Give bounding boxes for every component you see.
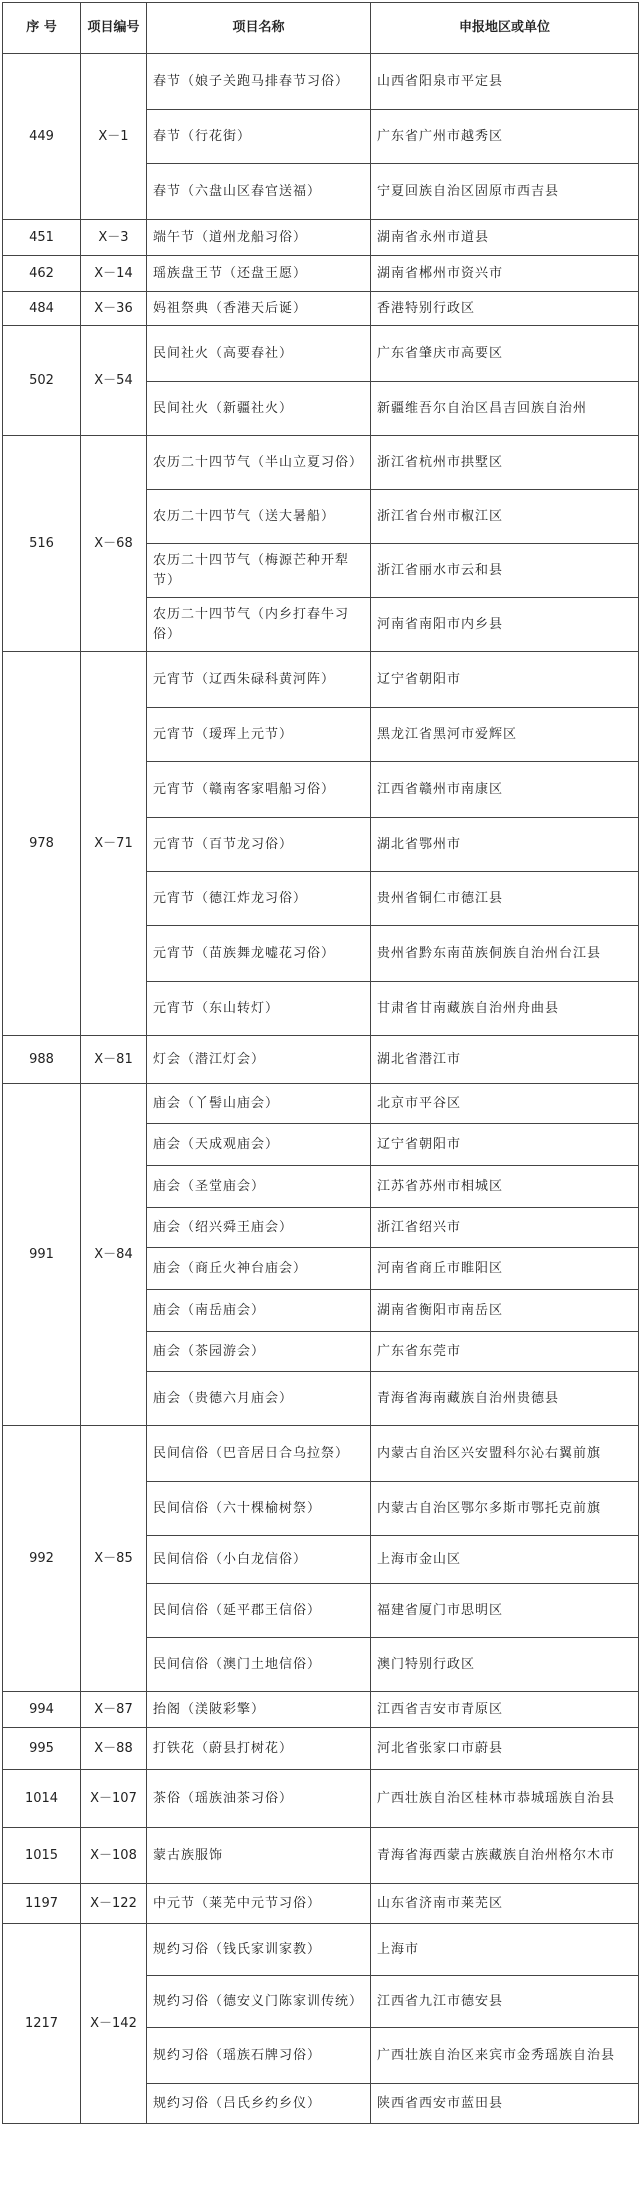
cell-seq: 462 bbox=[3, 256, 81, 292]
cell-region: 北京市平谷区 bbox=[371, 1084, 639, 1124]
cell-code: Ⅹ－142 bbox=[81, 1924, 147, 2124]
cell-seq: 449 bbox=[3, 54, 81, 220]
header-region: 申报地区或单位 bbox=[371, 3, 639, 54]
cell-code: Ⅹ－122 bbox=[81, 1884, 147, 1924]
table-row bbox=[3, 652, 639, 708]
cell-project-name: 灯会（潜江灯会） bbox=[147, 1036, 371, 1084]
cell-project-name: 农历二十四节气（梅源芒种开犁节） bbox=[147, 544, 371, 598]
cell-project-name: 瑶族盘王节（还盘王愿） bbox=[147, 256, 371, 292]
cell-region: 上海市 bbox=[371, 1924, 639, 1976]
cell-region: 江西省吉安市青原区 bbox=[371, 1692, 639, 1728]
cell-seq: 992 bbox=[3, 1426, 81, 1692]
cell-project-name: 端午节（道州龙船习俗） bbox=[147, 220, 371, 256]
cell-region: 河南省南阳市内乡县 bbox=[371, 598, 639, 652]
cell-project-name: 春节（行花街） bbox=[147, 110, 371, 164]
table-body bbox=[3, 54, 639, 2124]
cell-project-name: 元宵节（瑷珲上元节） bbox=[147, 708, 371, 762]
cell-code: Ⅹ－88 bbox=[81, 1728, 147, 1770]
cell-project-name: 庙会（商丘火神台庙会） bbox=[147, 1248, 371, 1290]
cell-project-name: 春节（娘子关跑马排春节习俗） bbox=[147, 54, 371, 110]
table-row bbox=[3, 54, 639, 110]
cell-project-name: 元宵节（赣南客家唱船习俗） bbox=[147, 762, 371, 818]
cell-region: 广东省肇庆市高要区 bbox=[371, 326, 639, 382]
cell-project-name: 庙会（贵德六月庙会） bbox=[147, 1372, 371, 1426]
cell-region: 内蒙古自治区鄂尔多斯市鄂托克前旗 bbox=[371, 1482, 639, 1536]
table-row bbox=[3, 1770, 639, 1828]
cell-project-name: 打铁花（蔚县打树花） bbox=[147, 1728, 371, 1770]
cell-project-name: 蒙古族服饰 bbox=[147, 1828, 371, 1884]
cell-region: 香港特别行政区 bbox=[371, 292, 639, 326]
cell-project-name: 庙会（丫髻山庙会） bbox=[147, 1084, 371, 1124]
cell-project-name: 春节（六盘山区春官送福） bbox=[147, 164, 371, 220]
cell-project-name: 民间社火（高要春社） bbox=[147, 326, 371, 382]
cell-region: 黑龙江省黑河市爱辉区 bbox=[371, 708, 639, 762]
cell-region: 广西壮族自治区来宾市金秀瑶族自治县 bbox=[371, 2028, 639, 2084]
cell-code: Ⅹ－14 bbox=[81, 256, 147, 292]
cell-project-name: 元宵节（苗族舞龙嘘花习俗） bbox=[147, 926, 371, 982]
cell-region: 河北省张家口市蔚县 bbox=[371, 1728, 639, 1770]
table-row bbox=[3, 292, 639, 326]
cell-seq: 978 bbox=[3, 652, 81, 1036]
cell-region: 浙江省丽水市云和县 bbox=[371, 544, 639, 598]
cell-region: 湖北省潜江市 bbox=[371, 1036, 639, 1084]
cell-region: 湖南省郴州市资兴市 bbox=[371, 256, 639, 292]
cell-region: 浙江省杭州市拱墅区 bbox=[371, 436, 639, 490]
cell-region: 贵州省黔东南苗族侗族自治州台江县 bbox=[371, 926, 639, 982]
cell-seq: 994 bbox=[3, 1692, 81, 1728]
cell-project-name: 民间信俗（巴音居日合乌拉祭） bbox=[147, 1426, 371, 1482]
header-code: 项目编号 bbox=[81, 3, 147, 54]
cell-code: Ⅹ－36 bbox=[81, 292, 147, 326]
cell-code: Ⅹ－68 bbox=[81, 436, 147, 652]
cell-code: Ⅹ－81 bbox=[81, 1036, 147, 1084]
header-name: 项目名称 bbox=[147, 3, 371, 54]
cell-project-name: 庙会（茶园游会） bbox=[147, 1332, 371, 1372]
table-row bbox=[3, 1924, 639, 1976]
cell-seq: 1217 bbox=[3, 1924, 81, 2124]
cell-project-name: 规约习俗（钱氏家训家教） bbox=[147, 1924, 371, 1976]
cell-seq: 1197 bbox=[3, 1884, 81, 1924]
cell-project-name: 民间信俗（澳门土地信俗） bbox=[147, 1638, 371, 1692]
table-row bbox=[3, 1084, 639, 1124]
table-row bbox=[3, 1728, 639, 1770]
cell-seq: 451 bbox=[3, 220, 81, 256]
cell-region: 湖南省永州市道县 bbox=[371, 220, 639, 256]
cell-project-name: 民间社火（新疆社火） bbox=[147, 382, 371, 436]
table-header-row bbox=[3, 3, 639, 54]
cell-project-name: 农历二十四节气（内乡打春牛习俗） bbox=[147, 598, 371, 652]
cell-seq: 991 bbox=[3, 1084, 81, 1426]
cell-region: 辽宁省朝阳市 bbox=[371, 1124, 639, 1166]
cell-region: 河南省商丘市睢阳区 bbox=[371, 1248, 639, 1290]
table-row bbox=[3, 1884, 639, 1924]
cell-code: Ⅹ－71 bbox=[81, 652, 147, 1036]
cell-seq: 502 bbox=[3, 326, 81, 436]
cell-project-name: 庙会（南岳庙会） bbox=[147, 1290, 371, 1332]
cell-project-name: 庙会（绍兴舜王庙会） bbox=[147, 1208, 371, 1248]
cell-region: 湖南省衡阳市南岳区 bbox=[371, 1290, 639, 1332]
cell-project-name: 农历二十四节气（送大暑船） bbox=[147, 490, 371, 544]
cell-seq: 484 bbox=[3, 292, 81, 326]
header-seq: 序 号 bbox=[3, 3, 81, 54]
cell-project-name: 民间信俗（延平郡王信俗） bbox=[147, 1584, 371, 1638]
cell-region: 辽宁省朝阳市 bbox=[371, 652, 639, 708]
cell-region: 上海市金山区 bbox=[371, 1536, 639, 1584]
cell-project-name: 抬阁（渼陂彩擎） bbox=[147, 1692, 371, 1728]
table-row bbox=[3, 436, 639, 490]
cell-seq: 995 bbox=[3, 1728, 81, 1770]
cell-seq: 516 bbox=[3, 436, 81, 652]
cell-region: 内蒙古自治区兴安盟科尔沁右翼前旗 bbox=[371, 1426, 639, 1482]
cell-region: 广西壮族自治区桂林市恭城瑶族自治县 bbox=[371, 1770, 639, 1828]
cell-region: 广东省东莞市 bbox=[371, 1332, 639, 1372]
table-row bbox=[3, 1692, 639, 1728]
cell-region: 青海省海南藏族自治州贵德县 bbox=[371, 1372, 639, 1426]
cell-project-name: 规约习俗（德安义门陈家训传统） bbox=[147, 1976, 371, 2028]
cell-project-name: 中元节（莱芜中元节习俗） bbox=[147, 1884, 371, 1924]
cell-project-name: 规约习俗（瑶族石牌习俗） bbox=[147, 2028, 371, 2084]
cell-seq: 1015 bbox=[3, 1828, 81, 1884]
cell-region: 江西省九江市德安县 bbox=[371, 1976, 639, 2028]
table-row bbox=[3, 256, 639, 292]
cell-region: 江西省赣州市南康区 bbox=[371, 762, 639, 818]
cell-code: Ⅹ－3 bbox=[81, 220, 147, 256]
cell-region: 陕西省西安市蓝田县 bbox=[371, 2084, 639, 2124]
cell-seq: 1014 bbox=[3, 1770, 81, 1828]
cell-region: 甘肃省甘南藏族自治州舟曲县 bbox=[371, 982, 639, 1036]
cell-code: Ⅹ－107 bbox=[81, 1770, 147, 1828]
cell-project-name: 民间信俗（六十棵榆树祭） bbox=[147, 1482, 371, 1536]
table-row bbox=[3, 1828, 639, 1884]
cell-region: 江苏省苏州市相城区 bbox=[371, 1166, 639, 1208]
cell-code: Ⅹ－87 bbox=[81, 1692, 147, 1728]
cell-project-name: 民间信俗（小白龙信俗） bbox=[147, 1536, 371, 1584]
cell-region: 新疆维吾尔自治区昌吉回族自治州 bbox=[371, 382, 639, 436]
cell-code: Ⅹ－54 bbox=[81, 326, 147, 436]
cell-project-name: 庙会（圣堂庙会） bbox=[147, 1166, 371, 1208]
cell-region: 贵州省铜仁市德江县 bbox=[371, 872, 639, 926]
cell-code: Ⅹ－85 bbox=[81, 1426, 147, 1692]
cell-region: 山西省阳泉市平定县 bbox=[371, 54, 639, 110]
cell-code: Ⅹ－108 bbox=[81, 1828, 147, 1884]
table-row bbox=[3, 1036, 639, 1084]
cell-project-name: 元宵节（百节龙习俗） bbox=[147, 818, 371, 872]
heritage-table bbox=[2, 2, 639, 2124]
cell-region: 广东省广州市越秀区 bbox=[371, 110, 639, 164]
cell-project-name: 元宵节（东山转灯） bbox=[147, 982, 371, 1036]
cell-project-name: 农历二十四节气（半山立夏习俗） bbox=[147, 436, 371, 490]
cell-project-name: 规约习俗（吕氏乡约乡仪） bbox=[147, 2084, 371, 2124]
cell-code: Ⅹ－1 bbox=[81, 54, 147, 220]
cell-project-name: 庙会（天成观庙会） bbox=[147, 1124, 371, 1166]
cell-project-name: 元宵节（辽西朱碌科黄河阵） bbox=[147, 652, 371, 708]
cell-region: 浙江省绍兴市 bbox=[371, 1208, 639, 1248]
cell-region: 湖北省鄂州市 bbox=[371, 818, 639, 872]
table-row bbox=[3, 220, 639, 256]
cell-region: 青海省海西蒙古族藏族自治州格尔木市 bbox=[371, 1828, 639, 1884]
cell-seq: 988 bbox=[3, 1036, 81, 1084]
table-row bbox=[3, 1426, 639, 1482]
cell-project-name: 茶俗（瑶族油茶习俗） bbox=[147, 1770, 371, 1828]
cell-region: 宁夏回族自治区固原市西吉县 bbox=[371, 164, 639, 220]
cell-region: 山东省济南市莱芜区 bbox=[371, 1884, 639, 1924]
cell-project-name: 妈祖祭典（香港天后诞） bbox=[147, 292, 371, 326]
table-row bbox=[3, 326, 639, 382]
cell-code: Ⅹ－84 bbox=[81, 1084, 147, 1426]
cell-region: 福建省厦门市思明区 bbox=[371, 1584, 639, 1638]
cell-region: 澳门特别行政区 bbox=[371, 1638, 639, 1692]
cell-project-name: 元宵节（德江炸龙习俗） bbox=[147, 872, 371, 926]
cell-region: 浙江省台州市椒江区 bbox=[371, 490, 639, 544]
